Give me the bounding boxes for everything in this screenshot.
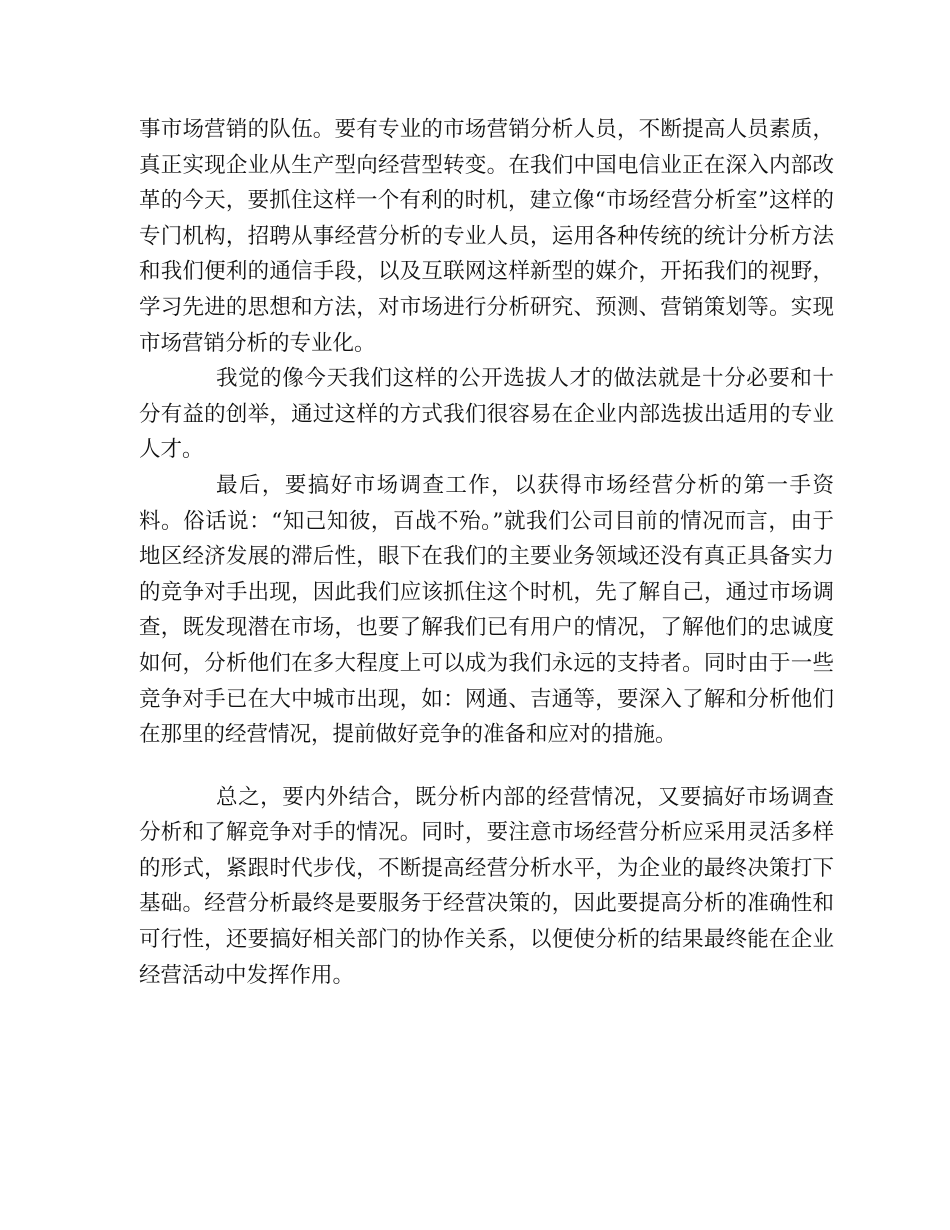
paragraph-market-survey: 最后，要搞好市场调查工作，以获得市场经营分析的第一手资料。俗话说：“知己知彼，百战不殆。”就我们公司目前的情况而言，由于地区经济发展的滞后性，眼下在我们的主要业务领域还没有真正具备实力的竞争对手出现，因此我们应该抓住这个时机，先了解自己，通过市场调查，既发现潜在市场，也要了解我们已有用户的情况，了解他们的忠诚度如何，分析他们在多大程度上可以成为我们永远的支持者。同时由于一些竞争对手已在大中城市出现，如：网通、吉通等，要深入了解和分析他们在那里的经营情况，提前做好竞争的准备和应对的措施。	[139, 472, 834, 748]
paragraph-talent-selection: 我觉的像今天我们这样的公开选拔人才的做法就是十分必要和十分有益的创举，通过这样的方式我们很容易在企业内部选拔出适用的专业人才。	[139, 366, 834, 463]
paragraph-conclusion: 总之，要内外结合，既分析内部的经营情况，又要搞好市场调查分析和了解竞争对手的情况。同时，要注意市场经营分析应采用灵活多样的形式，紧跟时代步伐，不断提高经营分析水平，为企业的最终决策打下基础。经营分析最终是要服务于经营决策的，因此要提高分析的准确性和可行性，还要搞好相关部门的协作关系，以便使分析的结果最终能在企业经营活动中发挥作用。	[139, 784, 834, 988]
document-body	[139, 112, 834, 993]
paragraph-continuation: 事市场营销的队伍。要有专业的市场营销分析人员，不断提高人员素质，真正实现企业从生产型向经营型转变。在我们中国电信业正在深入内部改革的今天，要抓住这样一个有利的时机，建立像“市场经营分析室”这样的专门机构，招聘从事经营分析的专业人员，运用各种传统的统计分析方法和我们便利的通信手段，以及互联网这样新型的媒介，开拓我们的视野，学习先进的思想和方法，对市场进行分析研究、预测、营销策划等。实现市场营销分析的专业化。	[139, 117, 834, 356]
